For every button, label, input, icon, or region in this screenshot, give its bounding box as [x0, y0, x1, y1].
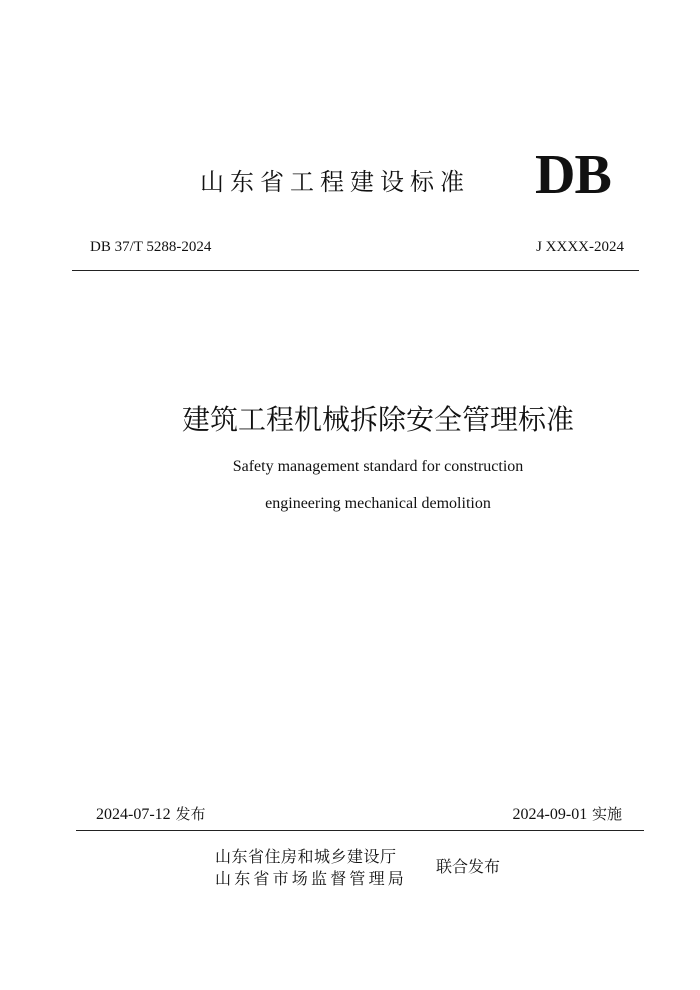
db-logo: DB [535, 144, 611, 206]
english-title-line-2: engineering mechanical demolition [265, 495, 491, 512]
effective-label: 实施 [591, 805, 622, 823]
effective-date [513, 804, 622, 825]
record-number: J XXXX-2024 [536, 239, 624, 255]
standard-number: DB 37/T 5288-2024 [90, 239, 212, 255]
issuer-housing-department: 山东省住房和城乡建设厅 [215, 847, 397, 866]
joint-release-label: 联合发布 [436, 857, 501, 876]
issue-date-value: 2024-07-12 [96, 806, 171, 823]
issue-date [96, 804, 205, 825]
effective-date-value: 2024-09-01 [512, 806, 588, 823]
issuer-market-regulation: 山东省市场监督管理局 [215, 869, 408, 888]
bottom-divider [76, 830, 644, 831]
issue-label: 发布 [175, 805, 206, 823]
top-divider [72, 270, 639, 271]
document-title: 建筑工程机械拆除安全管理标准 [181, 403, 574, 436]
english-title-line-1: Safety management standard for construction [232, 458, 524, 475]
standard-series-title: 山东省工程建设标准 [200, 168, 470, 196]
